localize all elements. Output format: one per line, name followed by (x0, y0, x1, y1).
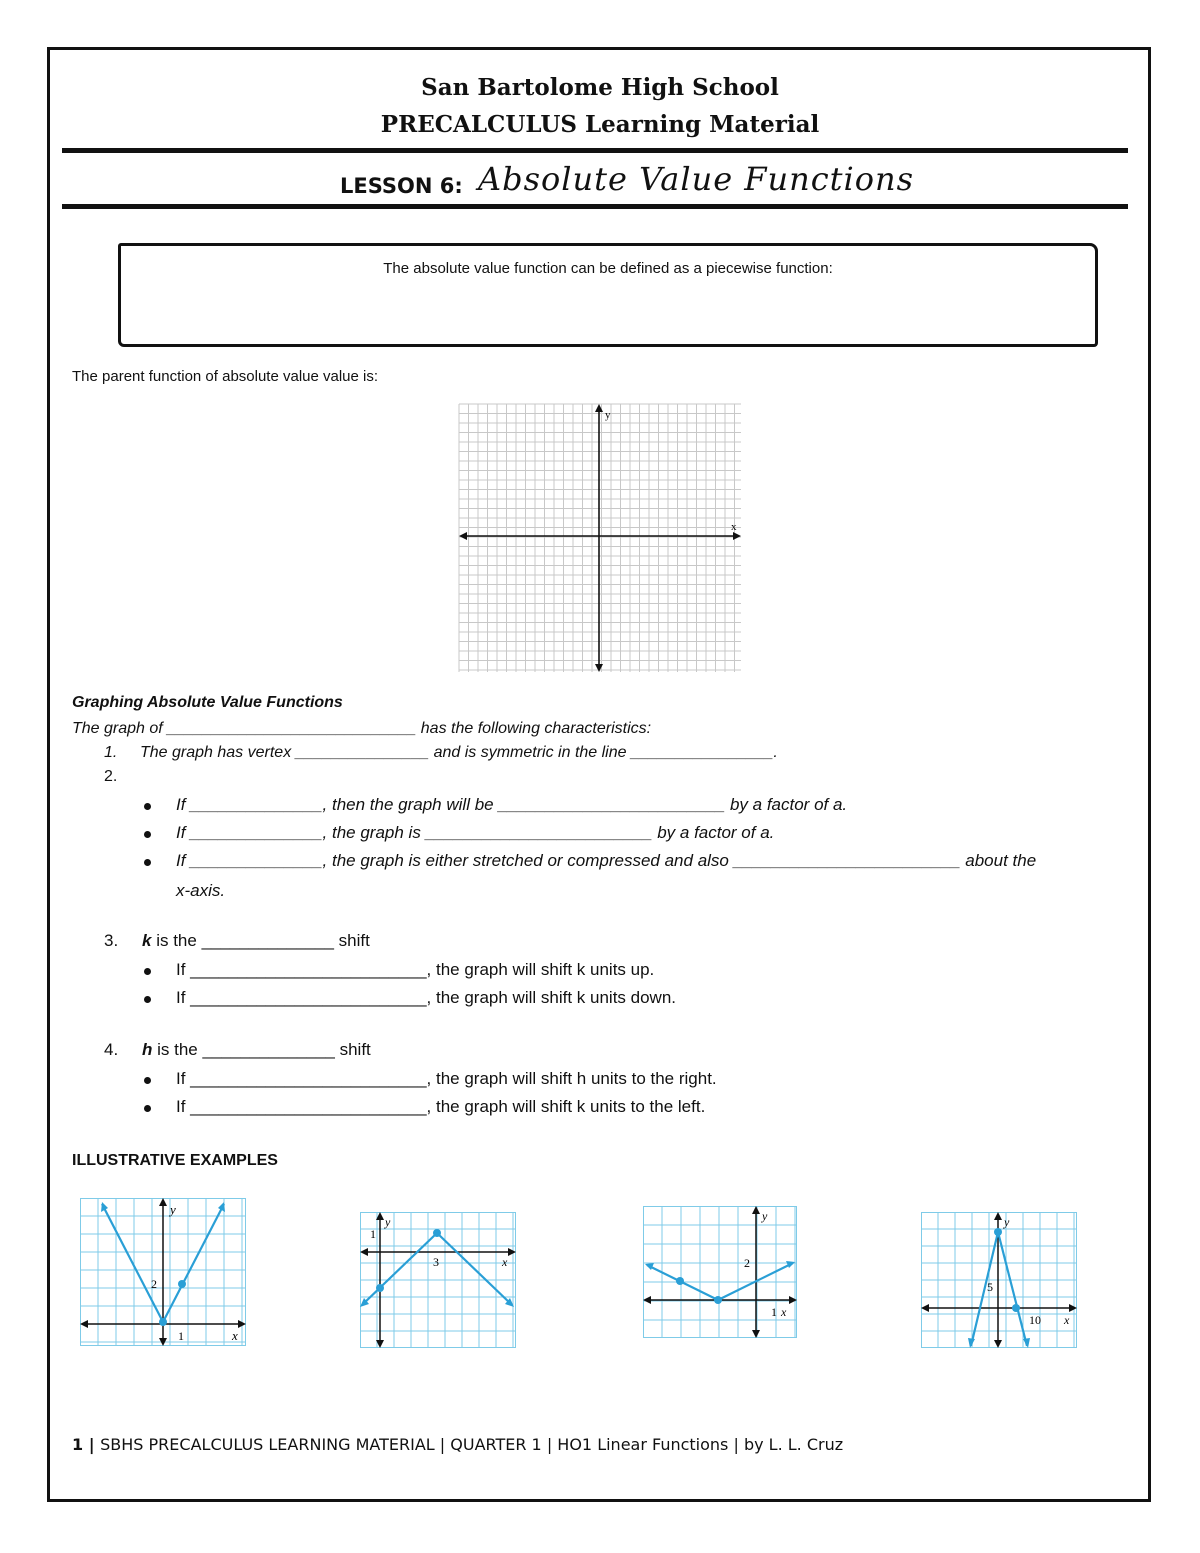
definition-text: The absolute value function can be defined as a piecewise function: (383, 260, 833, 277)
graph-point (1012, 1304, 1020, 1312)
item-4-pre: is the (152, 1040, 203, 1059)
x-axis-arrow-icon (789, 1296, 797, 1304)
material-title: PRECALCULUS Learning Material (380, 111, 820, 138)
x-axis-label: x (731, 521, 737, 533)
item-2-bullet-1 (176, 795, 847, 815)
y-axis-label: y (170, 1202, 176, 1217)
graph-point (376, 1284, 384, 1292)
illustrative-heading: ILLUSTRATIVE EXAMPLES (72, 1152, 278, 1169)
bullet-post: about the (960, 851, 1037, 870)
item-1-end: . (773, 744, 778, 761)
y-axis-arrow-icon (994, 1340, 1002, 1348)
bullet-mid: , the graph is (322, 823, 426, 842)
x-axis-label: x (232, 1328, 238, 1343)
bullet-icon (144, 831, 151, 838)
y-axis-label: y (385, 1215, 391, 1229)
item-2-bullet-2 (176, 823, 774, 843)
bullet-post: , the graph will shift k units down. (426, 988, 677, 1007)
item-3-blank: ______________ (201, 931, 334, 950)
bullet-post: , the graph will shift k units to the left. (426, 1097, 706, 1116)
x-axis-arrow-icon (643, 1296, 651, 1304)
item-2-number: 2. (104, 768, 118, 785)
y-axis-arrow-icon (752, 1330, 760, 1338)
bullet-post: by a factor of a. (725, 795, 848, 814)
bullet-blank-2: ________________________ (425, 823, 653, 842)
graph-point (433, 1229, 441, 1237)
example-graph-3 (643, 1206, 797, 1338)
item-3-bullet-1 (176, 960, 654, 980)
footer-separator: | (83, 1435, 101, 1454)
bullet-post: by a factor of a. (652, 823, 775, 842)
y-axis-label: y (762, 1209, 768, 1223)
bullet-pre: If (176, 1069, 191, 1088)
bullet-blank: _________________________ (190, 988, 427, 1007)
item-4-bullet-2 (176, 1097, 705, 1117)
tick-x-label: 1 (178, 1329, 184, 1343)
bullet-blank: ______________ (190, 795, 323, 814)
intro-post: has the following characteristics: (416, 720, 652, 737)
bullet-icon (144, 968, 151, 975)
y-axis-label: y (605, 409, 611, 421)
abs-graph-line (971, 1232, 1027, 1346)
item-4-post: shift (334, 1040, 371, 1059)
graph-point (178, 1280, 186, 1288)
y-axis-arrow-icon (752, 1206, 760, 1214)
tick-y-label: 5 (987, 1280, 993, 1294)
bullet-pre: If (176, 960, 191, 979)
bullet-pre: If (176, 988, 191, 1007)
x-axis-right-arrow-icon (733, 532, 741, 540)
y-axis-arrow-icon (159, 1198, 167, 1206)
item-3-post: shift (333, 931, 370, 950)
item-3 (142, 931, 370, 951)
bullet-blank-2: ________________________ (733, 851, 961, 870)
bullet-blank: ______________ (190, 823, 323, 842)
x-axis-arrow-icon (508, 1248, 516, 1256)
item-1-mid: and is symmetric in the line (429, 744, 631, 761)
footer (72, 1435, 843, 1454)
tick-x-label: 1 (771, 1305, 777, 1319)
abs-graph-line (362, 1233, 512, 1305)
graphing-intro (72, 720, 651, 738)
bullet-icon (144, 1105, 151, 1112)
item-3-bullet-2 (176, 988, 676, 1008)
example-graph-2 (360, 1212, 516, 1348)
bullet-post: , the graph will shift h units to the right. (426, 1069, 717, 1088)
page-number: 1 (72, 1435, 84, 1454)
example-graph-4 (921, 1212, 1077, 1348)
x-axis-arrow-icon (360, 1248, 368, 1256)
lesson-label: LESSON 6: (340, 174, 463, 198)
bullet-mid: , the graph is either stretched or compressed and also (322, 851, 734, 870)
school-name: San Bartolome High School (421, 74, 779, 101)
bullet-pre: If (176, 795, 191, 814)
bullet-icon (144, 803, 151, 810)
item-4-blank: ______________ (202, 1040, 335, 1059)
item-2-continuation: x-axis. (176, 881, 226, 900)
bullet-blank: _________________________ (190, 1097, 427, 1116)
example-graph-1 (80, 1198, 246, 1346)
x-axis-label: x (781, 1305, 787, 1319)
x-axis-arrow-icon (921, 1304, 929, 1312)
y-axis-label: y (1004, 1215, 1010, 1229)
graph-arrow-icon (1023, 1338, 1030, 1348)
item-2-bullet-3 (176, 851, 1036, 871)
x-axis-arrow-icon (1069, 1304, 1077, 1312)
bullet-blank-2: ________________________ (498, 795, 726, 814)
bullet-icon (144, 859, 151, 866)
parent-function-grid (455, 400, 745, 676)
item-3-number: 3. (104, 931, 119, 950)
definition-box (118, 243, 1098, 347)
intro-blank: ____________________________ (167, 720, 417, 737)
graphing-heading: Graphing Absolute Value Functions (72, 694, 343, 711)
tick-y-label: 1 (370, 1227, 376, 1241)
tick-y-label: 2 (744, 1256, 750, 1270)
bullet-post: , the graph will shift k units up. (426, 960, 655, 979)
item-3-pre: is the (151, 931, 202, 950)
tick-y-label: 2 (151, 1277, 157, 1291)
header-rule-bottom (62, 204, 1128, 209)
bullet-pre: If (176, 851, 191, 870)
header-rule-top (62, 148, 1128, 153)
graph-point (994, 1228, 1002, 1236)
item-1-blank-line: ________________ (630, 744, 774, 761)
lesson-title: Absolute Value Functions (478, 160, 915, 198)
item-4-bullet-1 (176, 1069, 717, 1089)
item-1-pre: The graph has vertex (140, 744, 296, 761)
bullet-icon (144, 1077, 151, 1084)
item-4-var: h (142, 1040, 153, 1059)
bullet-mid: , then the graph will be (322, 795, 499, 814)
item-4 (142, 1040, 371, 1060)
item-3-var: k (142, 931, 152, 950)
bullet-icon (144, 996, 151, 1003)
intro-pre: The graph of (72, 720, 168, 737)
x-axis-left-arrow-icon (459, 532, 467, 540)
y-axis-arrow-icon (994, 1212, 1002, 1220)
bullet-pre: If (176, 1097, 191, 1116)
x-axis-label: x (1064, 1313, 1070, 1327)
bullet-pre: If (176, 823, 191, 842)
bullet-blank: _________________________ (190, 1069, 427, 1088)
tick-x-label: 10 (1029, 1313, 1041, 1327)
graph-point (676, 1277, 684, 1285)
footer-text: SBHS PRECALCULUS LEARNING MATERIAL | QUARTER 1 | HO1 Linear Functions | by L. L. Cruz (100, 1435, 844, 1454)
bullet-blank: _________________________ (190, 960, 427, 979)
item-1 (140, 744, 778, 762)
graph-point (159, 1318, 167, 1326)
item-4-number: 4. (104, 1040, 119, 1059)
tick-x-label: 3 (433, 1255, 439, 1269)
graph-point (714, 1296, 722, 1304)
bullet-blank: ______________ (190, 851, 323, 870)
item-1-number: 1. (104, 744, 118, 761)
x-axis-label: x (502, 1255, 508, 1269)
x-axis-arrow-icon (80, 1320, 88, 1328)
parent-function-text: The parent function of absolute value value is: (72, 368, 379, 385)
item-1-blank-vertex: _______________ (295, 744, 430, 761)
